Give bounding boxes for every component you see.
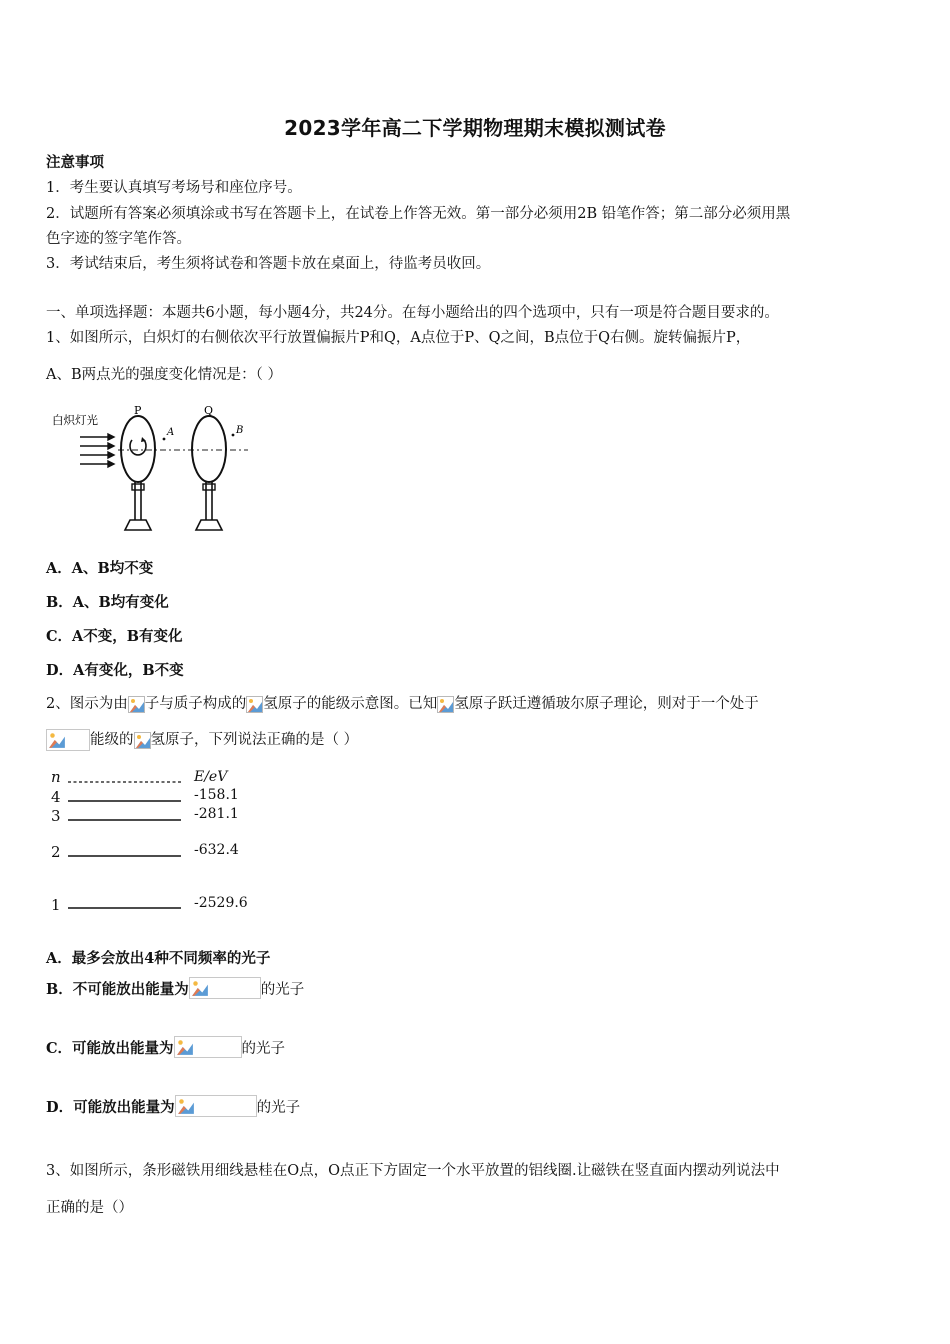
question-1-text: 1、如图所示，白炽灯的右侧依次平行放置偏振片P和Q，A点位于P、Q之间，B点位于Q右侧。旋转偏振片P， — [46, 330, 751, 346]
option-b-prefix: B．不可能放出能量为 — [46, 981, 189, 998]
energy-level-diagram — [46, 765, 266, 920]
broken-image-icon — [46, 729, 90, 751]
q2-text-segment: 2、图示为由 — [46, 696, 128, 712]
light-label: 白炽灯光 — [52, 413, 98, 427]
option-c — [46, 1036, 285, 1066]
energy-axis-label: E/eV — [194, 769, 228, 785]
option-b: B．A、B均有变化 — [46, 594, 169, 611]
n-axis-label: n — [51, 768, 61, 786]
notice-item: 1．考生要认真填写考场号和座位序号。 — [46, 180, 302, 196]
notice-heading: 注意事项 — [46, 154, 104, 171]
notice-item: 色字迹的签字笔作答。 — [46, 231, 191, 247]
q2-text-segment: 氢原子跃迁遵循玻尔原子理论，则对于一个处于 — [454, 696, 759, 712]
level-energy: -281.1 — [194, 806, 239, 822]
level-n: 3 — [51, 807, 61, 825]
section-heading: 一、单项选择题：本题共6小题，每小题4分，共24分。在每小题给出的四个选项中，只有一项是符合题目要求的。 — [46, 305, 779, 321]
broken-image-icon — [246, 696, 263, 713]
option-d-prefix: D．可能放出能量为 — [46, 1099, 175, 1116]
question-3-text: 正确的是（） — [46, 1200, 133, 1216]
level-n: 2 — [51, 843, 61, 861]
question-2-text — [46, 728, 358, 751]
polarizer-q-label: Q — [204, 404, 214, 417]
polarizer-p-label: P — [134, 404, 142, 417]
option-d: D．A有变化，B不变 — [46, 662, 184, 679]
level-energy: -632.4 — [194, 842, 239, 858]
page-title: 2023学年高二下学期物理期末模拟测试卷 — [284, 116, 666, 140]
option-c: C．A不变，B有变化 — [46, 628, 183, 645]
broken-image-icon — [128, 696, 145, 713]
question-3-text: 3、如图所示，条形磁铁用细线悬桂在O点，O点正下方固定一个水平放置的铝线圈.让磁铁在竖直面内摆动列说法中 — [46, 1163, 780, 1179]
broken-image-icon — [189, 977, 261, 999]
level-energy: -2529.6 — [194, 895, 248, 911]
option-a: A．最多会放出4种不同频率的光子 — [46, 950, 271, 967]
option-d — [46, 1095, 300, 1125]
q2-text-segment: 能级的 — [90, 732, 134, 748]
level-n: 1 — [51, 896, 61, 914]
option-b — [46, 977, 304, 1007]
level-n: 4 — [51, 788, 61, 806]
q2-text-segment: 氢原子，下列说法正确的是（ ） — [150, 732, 359, 748]
broken-image-icon — [437, 696, 454, 713]
option-a: A．A、B均不变 — [46, 560, 154, 577]
option-d-suffix: 的光子 — [256, 1100, 301, 1116]
point-b-label: B — [236, 425, 244, 436]
polarizer-figure — [48, 400, 258, 540]
q2-text-segment: 氢原子的能级示意图。已知 — [263, 696, 438, 712]
broken-image-icon — [174, 1036, 242, 1058]
notice-item: 3．考试结束后，考生须将试卷和答题卡放在桌面上，待监考员收回。 — [46, 256, 491, 272]
option-c-prefix: C．可能放出能量为 — [46, 1040, 174, 1057]
notice-item: 2．试题所有答案必须填涂或书写在答题卡上，在试卷上作答无效。第一部分必须用2B 铅笔作答；第二部分必须用黑 — [46, 206, 791, 222]
question-2-text — [46, 692, 759, 713]
question-1-text: A、B两点光的强度变化情况是：（ ） — [46, 367, 282, 383]
option-c-suffix: 的光子 — [241, 1041, 286, 1057]
broken-image-icon — [175, 1095, 257, 1117]
option-b-suffix: 的光子 — [260, 982, 305, 998]
q2-text-segment: 子与质子构成的 — [144, 696, 247, 712]
point-a-label: A — [167, 427, 175, 438]
level-energy: -158.1 — [194, 787, 239, 803]
broken-image-icon — [134, 732, 151, 749]
